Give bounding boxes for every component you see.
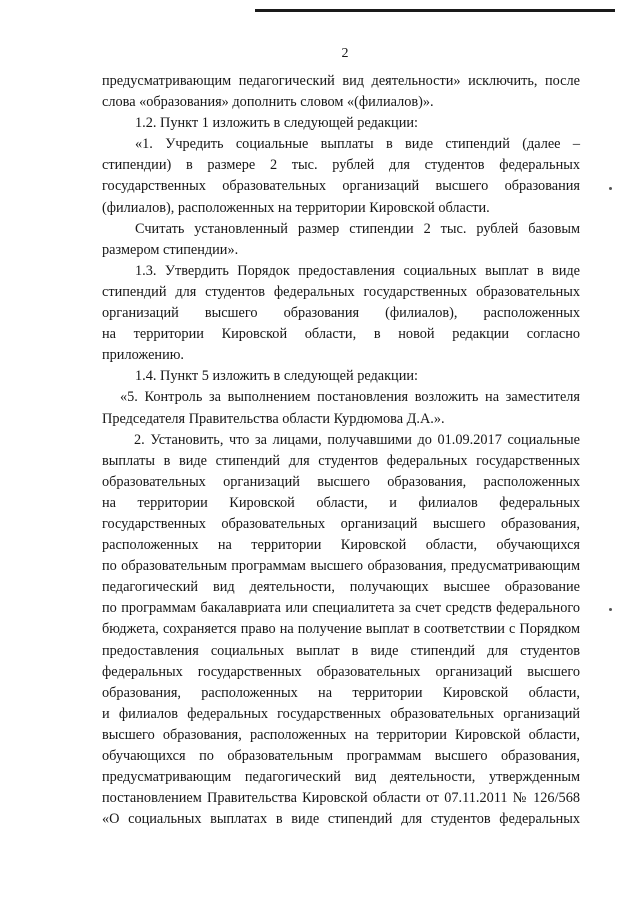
text-line: «О социальных выплатах в виде стипендий для студентов федеральных bbox=[102, 811, 580, 828]
text-line: стипендии) в размере 2 тыс. рублей для студентов федеральных bbox=[102, 157, 580, 174]
text-line: предусматривающим педагогический вид деятельности» исключить, после bbox=[102, 73, 580, 89]
text-line: 1.2. Пункт 1 изложить в следующей редакции: bbox=[135, 115, 418, 132]
text-line: слова «образования» дополнить словом «(филиалов)». bbox=[102, 94, 434, 111]
text-line: по программам бакалавриата или специалитета за счет средств федерального bbox=[102, 600, 580, 617]
text-line: размером стипендии». bbox=[102, 241, 239, 258]
text-line: высшего образования, расположенных на территории Кировской области, bbox=[102, 726, 580, 743]
text-line: приложению. bbox=[102, 347, 184, 364]
text-line: по образовательным программам высшего образования, предусматривающим bbox=[102, 558, 580, 575]
text-line: 1.4. Пункт 5 изложить в следующей редакции: bbox=[135, 368, 418, 385]
text-line: постановлением Правительства Кировской области от 07.11.2011 № 126/568 bbox=[102, 790, 580, 807]
text-line: образовательных организаций высшего образования, расположенных bbox=[102, 473, 580, 490]
text-line: бюджета, сохраняется право на получение выплат в соответствии с Порядком bbox=[102, 621, 580, 638]
scan-artifact-dot bbox=[609, 187, 612, 190]
text-line: педагогический вид деятельности, получающих высшее образование bbox=[102, 579, 580, 596]
text-line: стипендий для студентов федеральных государственных образовательных bbox=[102, 283, 580, 300]
text-line: предоставления социальных выплат в виде стипендий для студентов bbox=[102, 642, 580, 659]
text-line: «1. Учредить социальные выплаты в виде стипендий (далее – bbox=[135, 136, 580, 153]
scan-artifact-dot bbox=[609, 608, 612, 611]
text-line: образования, расположенных на территории Кировской области, bbox=[102, 684, 580, 701]
text-line: на территории Кировской области, и филиалов федеральных bbox=[102, 494, 580, 511]
text-line: предусматривающим педагогический вид деятельности, утвержденным bbox=[102, 769, 580, 786]
text-line: расположенных на территории Кировской области, обучающихся bbox=[102, 537, 580, 554]
scan-top-rule bbox=[255, 9, 615, 12]
text-line: обучающихся по образовательным программам высшего образования, bbox=[102, 748, 580, 764]
text-line: Считать установленный размер стипендии 2 тыс. рублей базовым bbox=[135, 220, 580, 237]
text-line: и филиалов федеральных государственных образовательных организаций bbox=[102, 705, 580, 722]
text-line: «5. Контроль за выполнением постановления возложить на заместителя bbox=[120, 389, 580, 406]
page-number: 2 bbox=[341, 46, 349, 61]
text-line: (филиалов), расположенных на территории Кировской области. bbox=[102, 199, 490, 216]
text-line: государственных образовательных организаций высшего образования, bbox=[102, 515, 580, 532]
text-line: организаций высшего образования (филиалов), расположенных bbox=[102, 305, 580, 322]
text-line: выплаты в виде стипендий для студентов федеральных государственных bbox=[102, 452, 580, 469]
text-line: 1.3. Утвердить Порядок предоставления социальных выплат в виде bbox=[135, 262, 580, 279]
text-line: государственных образовательных организаций высшего образования bbox=[102, 178, 580, 195]
text-line: 2. Установить, что за лицами, получавшими до 01.09.2017 социальные bbox=[134, 431, 580, 448]
text-line: на территории Кировской области, в новой редакции согласно bbox=[102, 326, 580, 343]
document-body bbox=[102, 71, 580, 830]
text-line: Председателя Правительства области Курдюмова Д.А.». bbox=[102, 410, 445, 427]
text-line: федеральных государственных образовательных организаций высшего bbox=[102, 663, 580, 680]
